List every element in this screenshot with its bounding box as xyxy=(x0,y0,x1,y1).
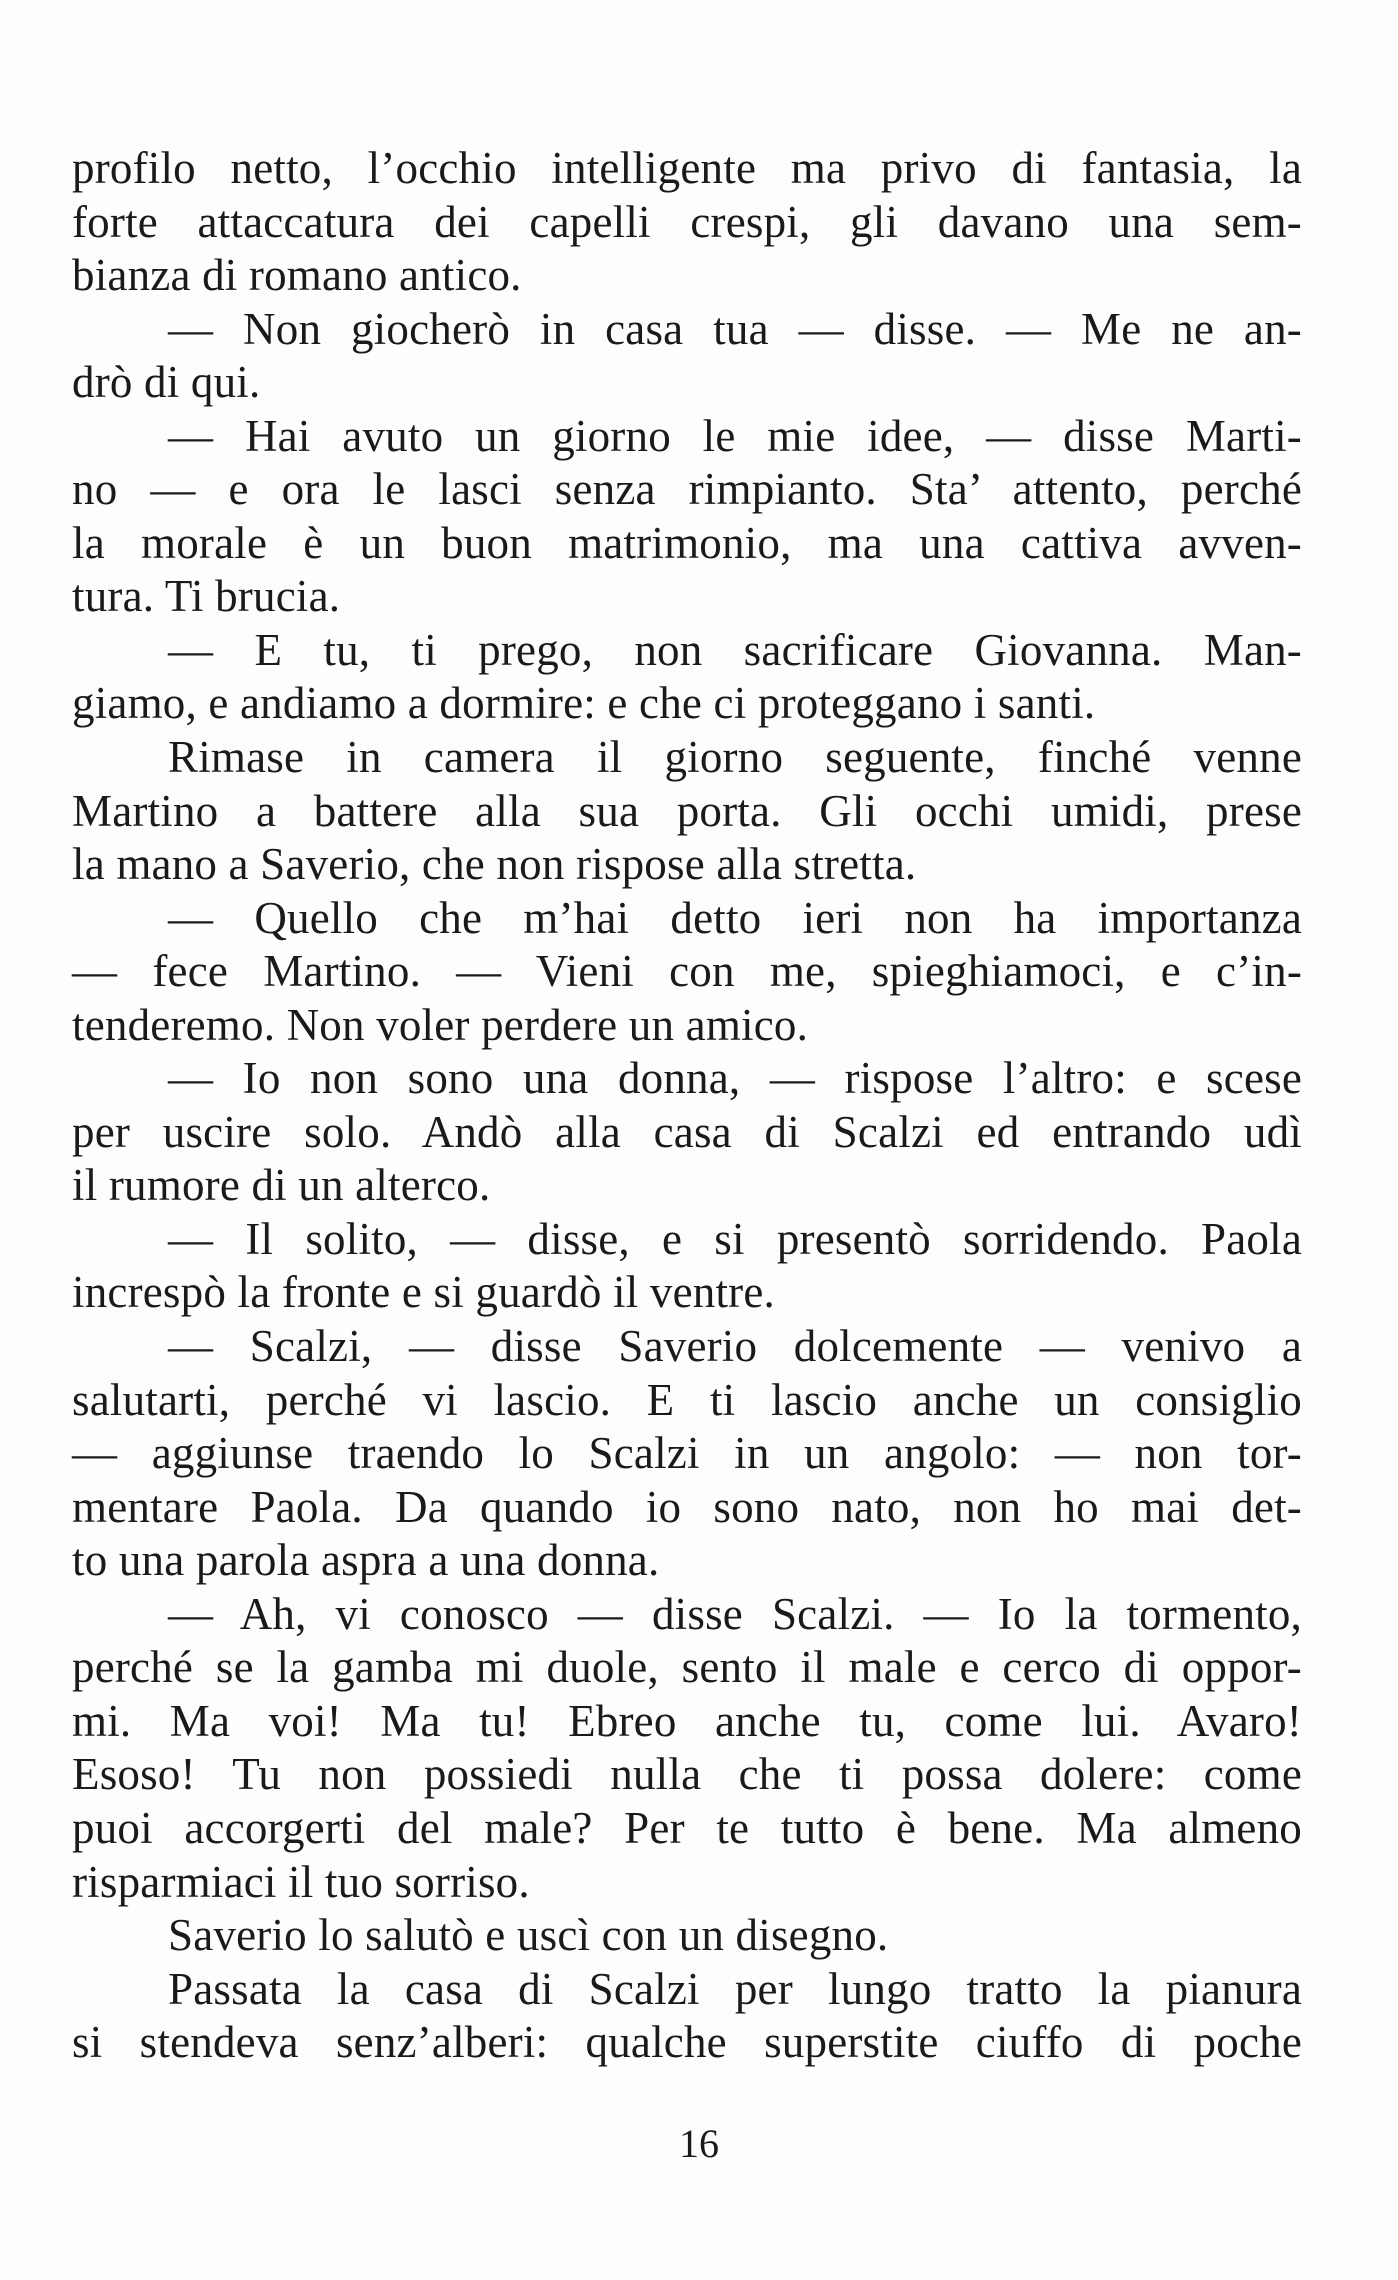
text-line: il rumore di un alterco. xyxy=(72,1160,491,1211)
text-line: perché se la gamba mi duole, sento il male e cerco di oppor- xyxy=(72,1642,1302,1693)
text-line: — aggiunse traendo lo Scalzi in un angolo: — non tor- xyxy=(72,1428,1302,1479)
text-line: — Ah, vi conosco — disse Scalzi. — Io la tormento, xyxy=(168,1588,1302,1639)
text-line: — fece Martino. — Vieni con me, spieghiamoci, e c’in- xyxy=(72,946,1302,997)
text-line: mentare Paola. Da quando io sono nato, non ho mai det- xyxy=(72,1481,1302,1532)
text-line: la mano a Saverio, che non rispose alla stretta. xyxy=(72,839,917,890)
text-line: Passata la casa di Scalzi per lungo tratto la pianura xyxy=(168,1963,1302,2014)
body-text xyxy=(72,142,1302,2070)
text-line: increspò la fronte e si guardò il ventre. xyxy=(72,1267,775,1318)
text-line: — Hai avuto un giorno le mie idee, — disse Marti- xyxy=(168,410,1302,461)
text-line: giamo, e andiamo a dormire: e che ci proteggano i santi. xyxy=(72,678,1096,729)
text-line: tenderemo. Non voler perdere un amico. xyxy=(72,999,809,1050)
text-line: risparmiaci il tuo sorriso. xyxy=(72,1856,530,1907)
text-line: — E tu, ti prego, non sacrificare Giovanna. Man- xyxy=(168,624,1302,675)
text-line: — Quello che m’hai detto ieri non ha importanza xyxy=(168,892,1302,943)
page-number: 16 xyxy=(679,2121,719,2166)
text-line: profilo netto, l’occhio intelligente ma privo di fantasia, la xyxy=(72,143,1302,193)
text-line: Rimase in camera il giorno seguente, finché venne xyxy=(168,732,1302,783)
text-line: no — e ora le lasci senza rimpianto. Sta’ attento, perché xyxy=(72,464,1302,515)
text-line: tura. Ti brucia. xyxy=(72,571,341,622)
text-line: Saverio lo salutò e uscì con un disegno. xyxy=(168,1910,889,1961)
text-line: per uscire solo. Andò alla casa di Scalzi ed entrando udì xyxy=(72,1106,1302,1157)
text-line: salutarti, perché vi lascio. E ti lascio anche un consiglio xyxy=(72,1374,1302,1425)
text-line: forte attaccatura dei capelli crespi, gli davano una sem- xyxy=(72,196,1302,247)
text-line: la morale è un buon matrimonio, ma una cattiva avven- xyxy=(72,517,1302,568)
text-line: — Io non sono una donna, — rispose l’altro: e scese xyxy=(168,1053,1302,1104)
text-line: to una parola aspra a una donna. xyxy=(72,1535,660,1586)
text-line: — Scalzi, — disse Saverio dolcemente — venivo a xyxy=(168,1321,1302,1372)
text-line: mi. Ma voi! Ma tu! Ebreo anche tu, come lui. Avaro! xyxy=(72,1695,1302,1746)
text-line: bianza di romano antico. xyxy=(72,250,522,301)
text-line: drò di qui. xyxy=(72,357,261,408)
text-line: si stendeva senz’alberi: qualche superstite ciuffo di poche xyxy=(72,2017,1302,2068)
text-line: Esoso! Tu non possiedi nulla che ti possa dolere: come xyxy=(72,1749,1302,1800)
text-line: — Il solito, — disse, e si presentò sorridendo. Paola xyxy=(168,1213,1302,1264)
text-line: Martino a battere alla sua porta. Gli occhi umidi, prese xyxy=(72,785,1302,836)
text-line: puoi accorgerti del male? Per te tutto è bene. Ma almeno xyxy=(72,1802,1302,1853)
text-line: — Non giocherò in casa tua — disse. — Me ne an- xyxy=(168,303,1302,354)
